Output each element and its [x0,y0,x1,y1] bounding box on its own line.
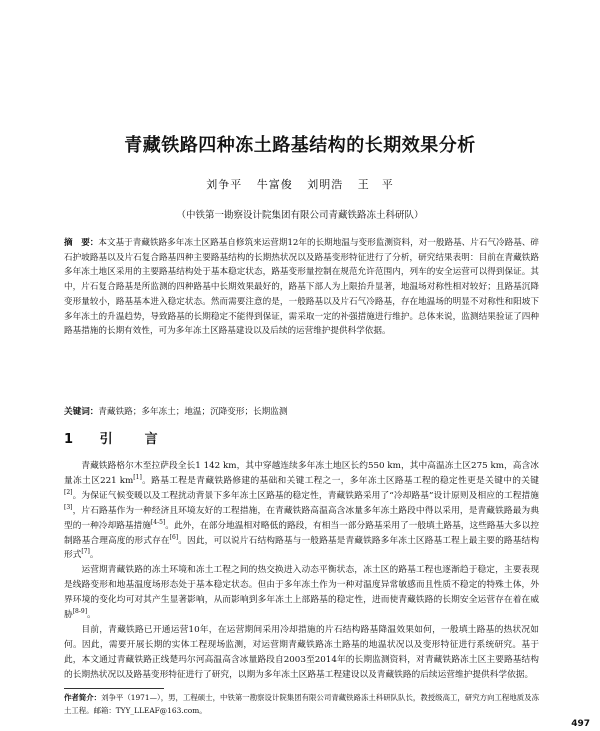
paper-title: 青藏铁路四种冻土路基结构的长期效果分析 [124,135,476,156]
author-name: 王 平 [357,178,394,191]
text-run: 。 [87,610,96,621]
citation: [3] [64,503,73,511]
keywords [64,405,539,417]
body-text [64,459,539,683]
paragraph [64,459,539,563]
citation: [2] [64,488,73,496]
section-number: 1 [64,432,76,447]
author-name: 刘争平 [206,178,243,191]
citation: [6] [169,533,179,541]
text-run: 。 [89,550,99,561]
text-run: 。路基工程是青藏铁路修建的基础和关键工程之一，多年冻土区路基工程的稳定性更是关键中的关键 [141,475,539,486]
section-title [100,432,190,447]
citation: [4-5] [150,518,166,526]
citation: [8-9] [72,608,88,616]
footnote-divider [64,688,164,689]
footnote-label: 作者简介： [64,693,102,702]
text-run: 青藏铁路格尔木至拉萨段全长1 142 km，其中穿越连续多年冻土地区长约550 km，其中高温冻土区275 km，高含冰量冻土区221 km [64,461,539,486]
text-run: 。因此，可以说片石结构路基与一般路基是青藏铁路多年冻土区路基工程上最主要的路基结构形式 [64,535,540,561]
text-run: 。此外，在部分地温相对略低的路段，有相当一部分路基采用了一般填土路基，这些路基大多以控制路基合理高度的形式存在 [64,520,540,546]
section-title-char: 言 [144,432,160,447]
abstract-text: 本文基于青藏铁路多年冻土区路基自修筑来运营期12年的长期地温与变形监测资料，对一般路基、片石气冷路基、碎石护坡路基以及片石复合路基四种主要路基结构的长期热状况以及路基变形特征进行了分析，研究结果表明：目前在青藏铁路多年冻土地区采用的主要路基结构处于基本稳定状态，路基变形量控制在规范允许范围内，列车的安全运营可以得到保证。其中，片石复合路基是所监测的四种路基中长期效果最好的，路基下部人为上限抬升显著，地温场对称性相对较好；且路基沉降变形量较小，路基基本进入稳定状态。然而需要注意的是，一般路基以及片石气冷路基，存在地温场的明显不对称性和阳坡下多年冻土的升温趋势，导致路基的长期稳定不能得到保证，需采取一定的补强措施进行维护。总体来说，监测结果验证了四种路基措施的长期有效性，可为多年冻土区路基建设以及后续的运营维护提供科学依据。 [64,238,540,337]
abstract-label: 摘 要： [64,238,99,248]
paragraph [64,563,539,623]
page-number: 497 [571,719,590,729]
section-title-char: 引 [99,432,115,447]
author-footnote [64,691,539,717]
affiliation: （中铁第一勘察设计院集团有限公司青藏铁路冻土科研队） [176,210,424,221]
keywords-text: 青藏铁路；多年冻土；地温；沉降变形；长期监测 [98,407,288,417]
author-list [0,176,600,192]
author-name: 牛富俊 [256,178,293,191]
section-heading [64,428,190,447]
text-run: 运营期青藏铁路的冻土环境和冻土工程之间的热交换进入动态平衡状态，冻土区的路基工程也逐渐趋于稳定，主要表现是线路变形和地基温度场形态处于基本稳定状态。但由于多年冻土作为一种对温度异常敏感而且性质不稳定的特殊土体，外界环境的变化均可对其产生显著影响，从而影响到多年冻土上部路基的稳定性，进而使青藏铁路的长期安全运营存在着在威胁 [64,565,539,621]
footnote-text: 刘争平（1971—），男，工程硕士，中铁第一勘察设计院集团有限公司青藏铁路冻土科研队队长，教授级高工，研究方向工程地质及冻土工程。邮箱：TYY_LLEAF@163.com。 [64,693,539,715]
citation: [7] [81,548,90,556]
paragraph: 目前，青藏铁路已开通运营10年，在运营期间采用冷却措施的片石结构路基降温效果如何，一般填土路基的热状况如何。因此，需要开展长期的实体工程现场监测，对运营期青藏铁路冻土路基的地温状况以及变形特征进行系统研究。基于此，本文通过青藏铁路正线楚玛尔河高温高含冰量路段自2003至2014年的长期监测资料，对青藏铁路冻土区主要路基结构的长期热状况以及路基变形特征进行了研究，以期为多年冻土区路基工程建设以及青藏铁路的后续运营维护提供科学依据。 [64,624,539,680]
abstract [64,236,539,339]
author-name: 刘明浩 [307,178,344,191]
keywords-label: 关键词： [64,407,99,417]
text-run: ，片石路基作为一种经济且环境友好的工程措施，在青藏铁路高温高含冰量多年冻土路段中得以采用，是青藏铁路最为典型的一种冷却路基措施 [64,505,539,531]
citation: [1] [133,474,142,482]
text-run: 。为保证气候变暖以及工程扰动背景下多年冻土区路基的稳定性，青藏铁路采用了“冷却路基”设计原则及相应的工程措施 [72,490,539,501]
